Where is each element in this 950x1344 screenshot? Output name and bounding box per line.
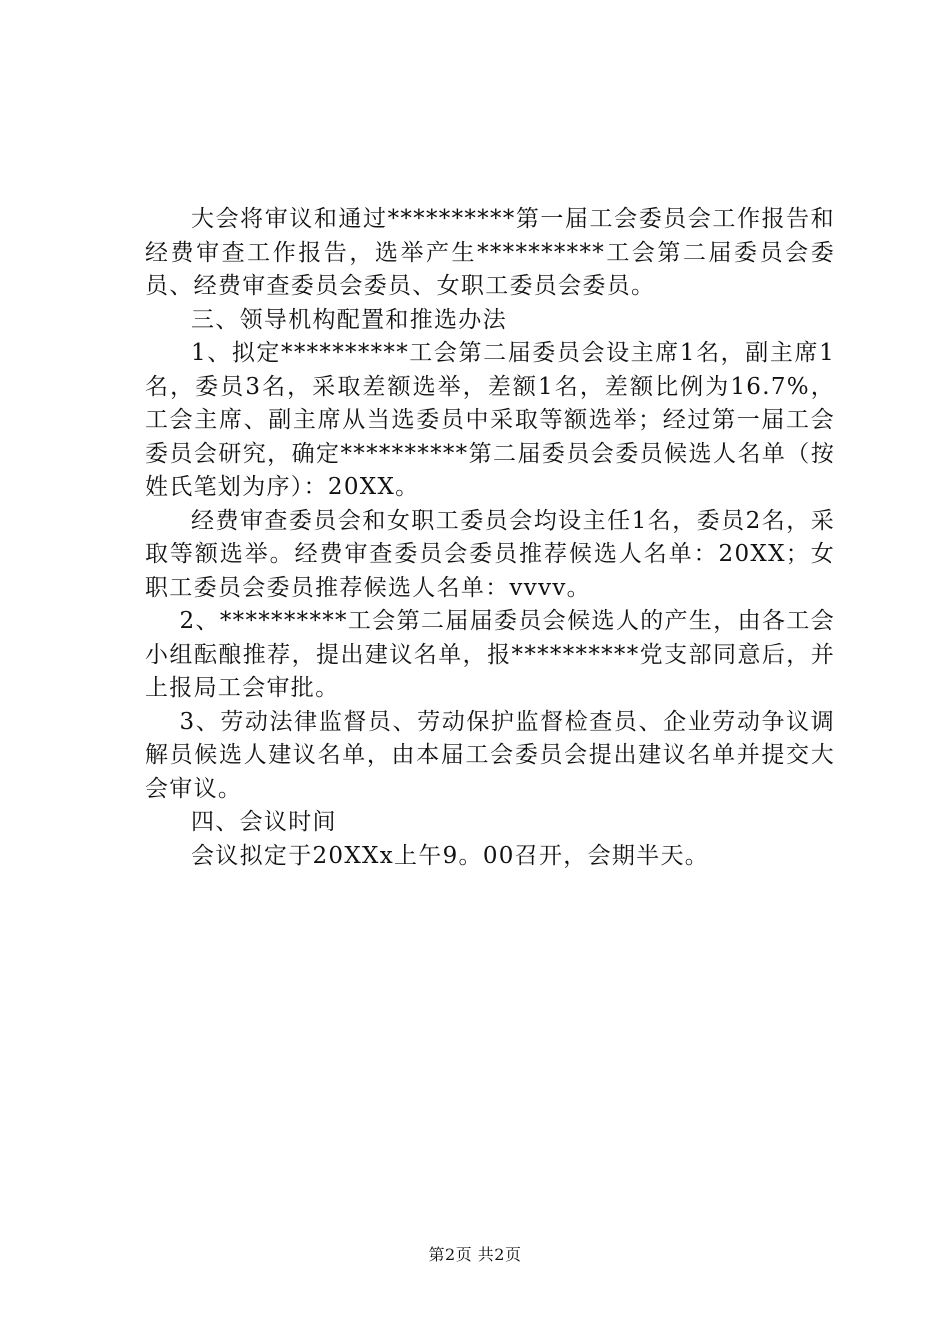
- paragraph-congress-agenda: 大会将审议和通过**********第一届工会委员会工作报告和经费审查工作报告，选举产生**********工会第二届委员会委员、经费审查委员会委员、女职工委员会委员。: [145, 206, 835, 299]
- paragraph-item-3-supervisors: 3、劳动法律监督员、劳动保护监督检查员、企业劳动争议调解员候选人建议名单，由本届工会委员会提出建议名单并提交大会审议。: [145, 708, 835, 802]
- paragraph-item-1-committee: 1、拟定**********工会第二届委员会设主席1名，副主席1名，委员3名，采取差额选举，差额1名，差额比例为16.7%，工会主席、副主席从当选委员中采取等额选举；经过第一届工会委员会研究，确定**********第二届委员会委员候选人名单（按姓氏笔划为序）：20XX。: [145, 340, 835, 500]
- page-number-footer: 第2页 共2页: [428, 1245, 522, 1264]
- document-body: [145, 203, 835, 873]
- paragraph-audit-women-committee: 经费审查委员会和女职工委员会均设主任1名，委员2名，采取等额选举。经费审查委员会委员推荐候选人名单：20XX；女职工委员会委员推荐候选人名单：vvvv。: [145, 507, 835, 601]
- heading-leadership-structure: 三、领导机构配置和推选办法: [191, 306, 507, 333]
- paragraph-meeting-schedule: 会议拟定于20XXx上午9。00召开，会期半天。: [191, 842, 710, 869]
- heading-meeting-time: 四、会议时间: [191, 809, 337, 835]
- paragraph-item-2-candidates: 2、**********工会第二届届委员会候选人的产生，由各工会小组酝酿推荐，提出建议名单，报**********党支部同意后，并上报局工会审批。: [145, 608, 835, 701]
